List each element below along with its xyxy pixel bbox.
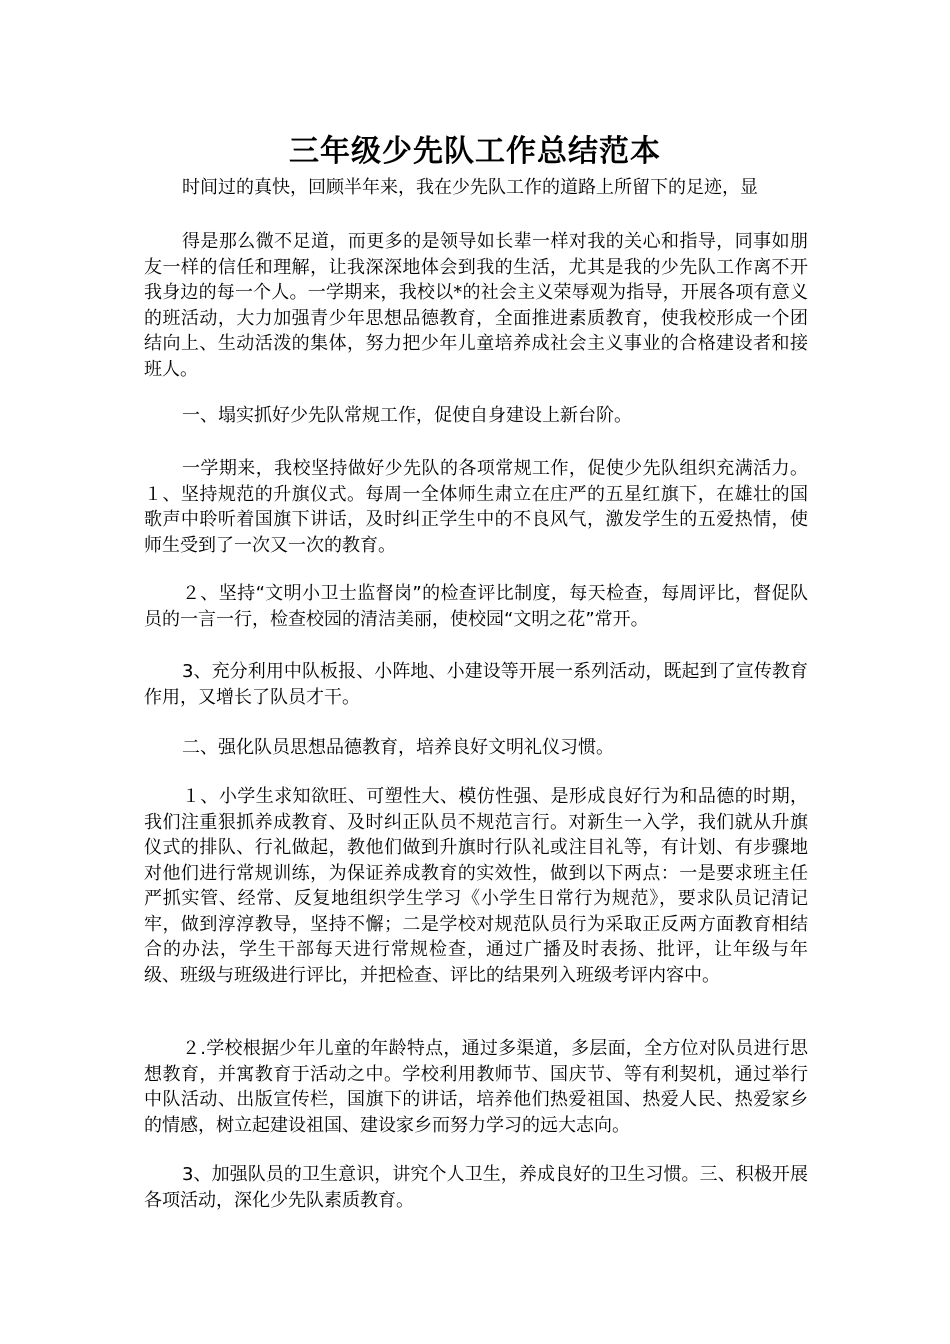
paragraph-blackboard-activities: 3、充分利用中队板报、小阵地、小建设等开展一系列活动，既起到了宣传教育作用，又增长了队员才干。 bbox=[144, 661, 808, 708]
paragraph-routine-work: 一学期来，我校坚持做好少先队的各项常规工作，促使少先队组织充满活力。１、坚持规范的升旗仪式。每周一全体师生肃立在庄严的五星红旗下，在雄壮的国歌声中聆听着国旗下讲话，及时纠正学生中的不良风气，激发学生的五爱热情，使师生受到了一次又一次的教育。 bbox=[144, 458, 808, 556]
paragraph-intro-line: 时间过的真快，回顾半年来，我在少先队工作的道路上所留下的足迹，显 bbox=[182, 177, 758, 198]
paragraph-hygiene: 3、加强队员的卫生意识，讲究个人卫生，养成良好的卫生习惯。三、积极开展各项活动，深化少先队素质教育。 bbox=[144, 1164, 808, 1211]
paragraph-habit-education: １、小学生求知欲旺、可塑性大、模仿性强、是形成良好行为和品德的时期，我们注重狠抓养成教育、及时纠正队员不规范言行。对新生一入学，我们就从升旗仪式的排队、行礼做起，教他们做到升旗时行队礼或注目礼等，有计划、有步骤地对他们进行常规训练，为保证养成教育的实效性，做到以下两点：一是要求班主任严抓实管、经常、反复地组织学生学习《小学生日常行为规范》，要求队员记清记牢，做到淳淳教导，坚持不懈；二是学校对规范队员行为采取正反两方面教育相结合的办法，学生干部每天进行常规检查，通过广播及时表扬、批评，让年级与年级、班级与班级进行评比，并把检查、评比的结果列入班级考评内容中。 bbox=[144, 786, 808, 986]
paragraph-civilized-guard: ２、坚持“文明小卫士监督岗”的检查评比制度，每天检查，每周评比，督促队员的一言一行，检查校园的清洁美丽，使校园“文明之花”常开。 bbox=[144, 583, 808, 630]
document-title: 三年级少先队工作总结范本 bbox=[289, 134, 661, 169]
paragraph-moral-education: ２.学校根据少年儿童的年龄特点，通过多渠道，多层面，全方位对队员进行思想教育，并寓教育于活动之中。学校利用教师节、国庆节、等有利契机，通过举行中队活动、出版宣传栏，国旗下的讲话，培养他们热爱祖国、热爱人民、热爱家乡的情感，树立起建设祖国、建设家乡而努力学习的远大志向。 bbox=[144, 1038, 808, 1136]
section-heading-2: 二、强化队员思想品德教育，培养良好文明礼仪习惯。 bbox=[182, 737, 614, 758]
section-heading-1: 一、塌实抓好少先队常规工作，促使自身建设上新台阶。 bbox=[182, 405, 632, 426]
paragraph-intro-body: 得是那么微不足道，而更多的是领导如长辈一样对我的关心和指导，同事如朋友一样的信任和理解，让我深深地体会到我的生活，尤其是我的少先队工作离不开我身边的每一个人。一学期来，我校以*的社会主义荣辱观为指导，开展各项有意义的班活动，大力加强青少年思想品德教育，全面推进素质教育，使我校形成一个团结向上、生动活泼的集体，努力把少年儿童培养成社会主义事业的合格建设者和接班人。 bbox=[144, 231, 808, 380]
